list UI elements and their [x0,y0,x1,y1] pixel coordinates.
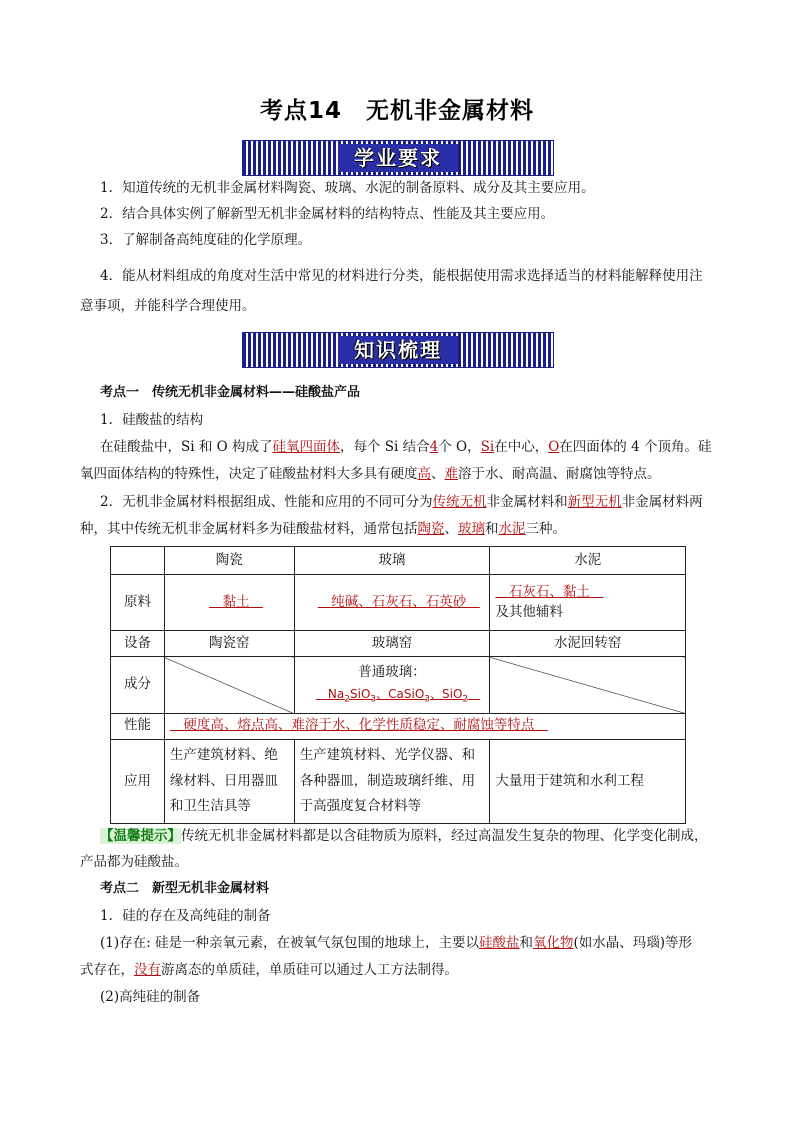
cell-cement-equipment: 水泥回转窑 [490,631,686,657]
text: 和卫生洁具等 [169,798,251,815]
section-2-sub-1: 1．硅的存在及高纯硅的制备 [100,908,271,924]
table-row-properties [111,713,686,739]
text: 在四面体的 4 个顶角。硅 [559,439,712,455]
text: 游离态的单质硅，单质硅可以通过人工方法制得。 [161,962,458,978]
banner-knowledge-review [242,332,554,368]
answer-blank: 水泥 [498,521,526,537]
answer-blank: 没有 [134,962,161,978]
paragraph-high-purity-silicon: (2)高纯硅的制备 [100,989,201,1005]
answer-blank: 玻璃 [458,521,485,537]
requirement-1: 1．知道传统的无机非金属材料陶瓷、玻璃、水泥的制备原料、成分及其主要应用。 [100,180,595,196]
cell-ceramic-composition-empty [164,657,294,713]
table-row-equipment [111,631,686,657]
paragraph-classification [100,496,703,510]
row-label: 性能 [111,713,165,739]
header-ceramic: 陶瓷 [164,547,294,575]
requirement-4: 4．能从材料组成的角度对生活中常见的材料进行分类，能根据使用需求选择适当的材料能解释使用注 [100,268,703,284]
section-1-heading: 考点一 传统无机非金属材料——硅酸盐产品 [100,385,361,400]
paragraph-classification-cont [80,523,566,537]
cell-cement-composition-empty [490,657,686,713]
text: 三种。 [525,521,566,537]
banner-learning-requirements-label: 学业要求 [338,144,458,172]
row-label: 原料 [111,575,165,631]
cell-cement-application: 大量用于建筑和水利工程 [490,739,686,823]
text: 非金属材料两 [621,494,703,510]
silicate-products-table [110,546,686,824]
answer-blank: 新型无机 [567,494,622,510]
text: 生产建筑材料、光学仪器、和 [299,746,476,763]
cell-glass-raw [294,575,490,631]
answer-blank: 高 [417,466,431,482]
answer-blank: Si [480,439,495,455]
requirement-2: 2．结合具体实例了解新型无机非金属材料的结构特点、性能及其主要应用。 [100,206,555,222]
text: 和 [485,521,499,537]
answer-blank: O [548,439,560,455]
cement-raw-extra: 及其他辅料 [495,603,563,620]
table-row-composition [111,657,686,713]
cell-glass-composition [294,657,490,713]
paragraph-silicon-existence [100,937,692,951]
tip-label: 【温馨提示】 [100,828,181,844]
table-header-row [111,547,686,575]
row-label: 成分 [111,657,165,713]
tip-text: 传统无机非金属材料都是以含硅物质为原料，经过高温发生复杂的物理、化学变化制成， [181,828,708,844]
text: (1)存在: 硅是一种亲氧元素，在被氧气氛包围的地球上，主要以 [100,935,479,951]
header-cement: 水泥 [490,547,686,575]
banner-learning-requirements [242,140,554,176]
tip-paragraph [100,830,708,844]
text: 生产建筑材料、绝 [169,746,278,763]
requirement-3: 3．了解制备高纯度硅的化学原理。 [100,232,312,248]
answer-blank: 硅氧四面体 [272,439,341,455]
row-label: 设备 [111,631,165,657]
answer-blank: 陶瓷 [417,521,445,537]
requirement-4-cont: 意事项，并能科学合理使用。 [80,298,256,314]
tip-paragraph-cont: 产品都为硅酸盐。 [80,854,188,870]
answer-blank: 难 [444,466,458,482]
text: 缘材料、日用器皿 [169,772,278,789]
answer-blank: 硅酸盐 [478,935,520,951]
text: 和 [519,935,533,951]
cell-properties [164,713,685,739]
answer-blank: $Na_2SiO_3$、CaSiO$_3$、SiO$_2$ [327,686,469,704]
table-corner-cell [111,547,165,575]
text: 2．无机非金属材料根据组成、性能和应用的不同可分为 [100,494,433,510]
text: 个 O， [438,439,481,455]
text: 、 [431,466,445,482]
text: 非金属材料和 [486,494,568,510]
answer-blank: 传统无机 [432,494,487,510]
paragraph-silicon-existence-cont [80,964,458,978]
table-row-raw-materials [111,575,686,631]
cell-ceramic-application [164,739,294,823]
text: 于高强度复合材料等 [299,798,422,815]
cell-glass-application [294,739,490,823]
cell-ceramic-raw [164,575,294,631]
section-1-sub-1: 1．硅酸盐的结构 [100,412,204,428]
banner-knowledge-review-label: 知识梳理 [338,336,458,364]
answer-blank: 硬度高、熔点高、难溶于水、化学性质稳定、耐腐蚀等特点 [169,717,548,734]
answer-blank: 石灰石、黏土 [495,584,604,601]
text: ，每个 Si 结合 [340,439,430,455]
text: (如水晶、玛瑙)等形 [573,935,693,951]
table-row-applications [111,739,686,823]
paragraph-silicate-structure [100,441,711,455]
header-glass: 玻璃 [294,547,490,575]
text: 溶于水、耐高温、耐腐蚀等特点。 [458,466,661,482]
text: 氧四面体结构的特殊性，决定了硅酸盐材料大多具有硬度 [80,466,418,482]
text: 式存在， [80,962,134,978]
glass-composition-label: 普通玻璃： [358,664,426,681]
section-2-heading: 考点二 新型无机非金属材料 [100,881,270,896]
cell-cement-raw [490,575,686,631]
text: 在中心， [494,439,549,455]
answer-blank: 纯碱、石灰石、石英砂 [317,593,480,610]
paragraph-silicate-structure-cont [80,468,661,482]
text: 在硅酸盐中，Si 和 O 构成了 [100,439,273,455]
answer-blank: 4 [429,439,439,455]
text: 种，其中传统无机非金属材料多为硅酸盐材料，通常包括 [80,521,418,537]
cell-glass-equipment: 玻璃窑 [294,631,490,657]
cell-ceramic-equipment: 陶瓷窑 [164,631,294,657]
row-label: 应用 [111,739,165,823]
text: 、 [444,521,458,537]
text: 各种器皿，制造玻璃纤维、用 [299,772,476,789]
answer-blank: 氧化物 [532,935,574,951]
answer-blank: 黏土 [209,593,264,610]
page-title: 考点14 无机非金属材料 [259,98,534,124]
